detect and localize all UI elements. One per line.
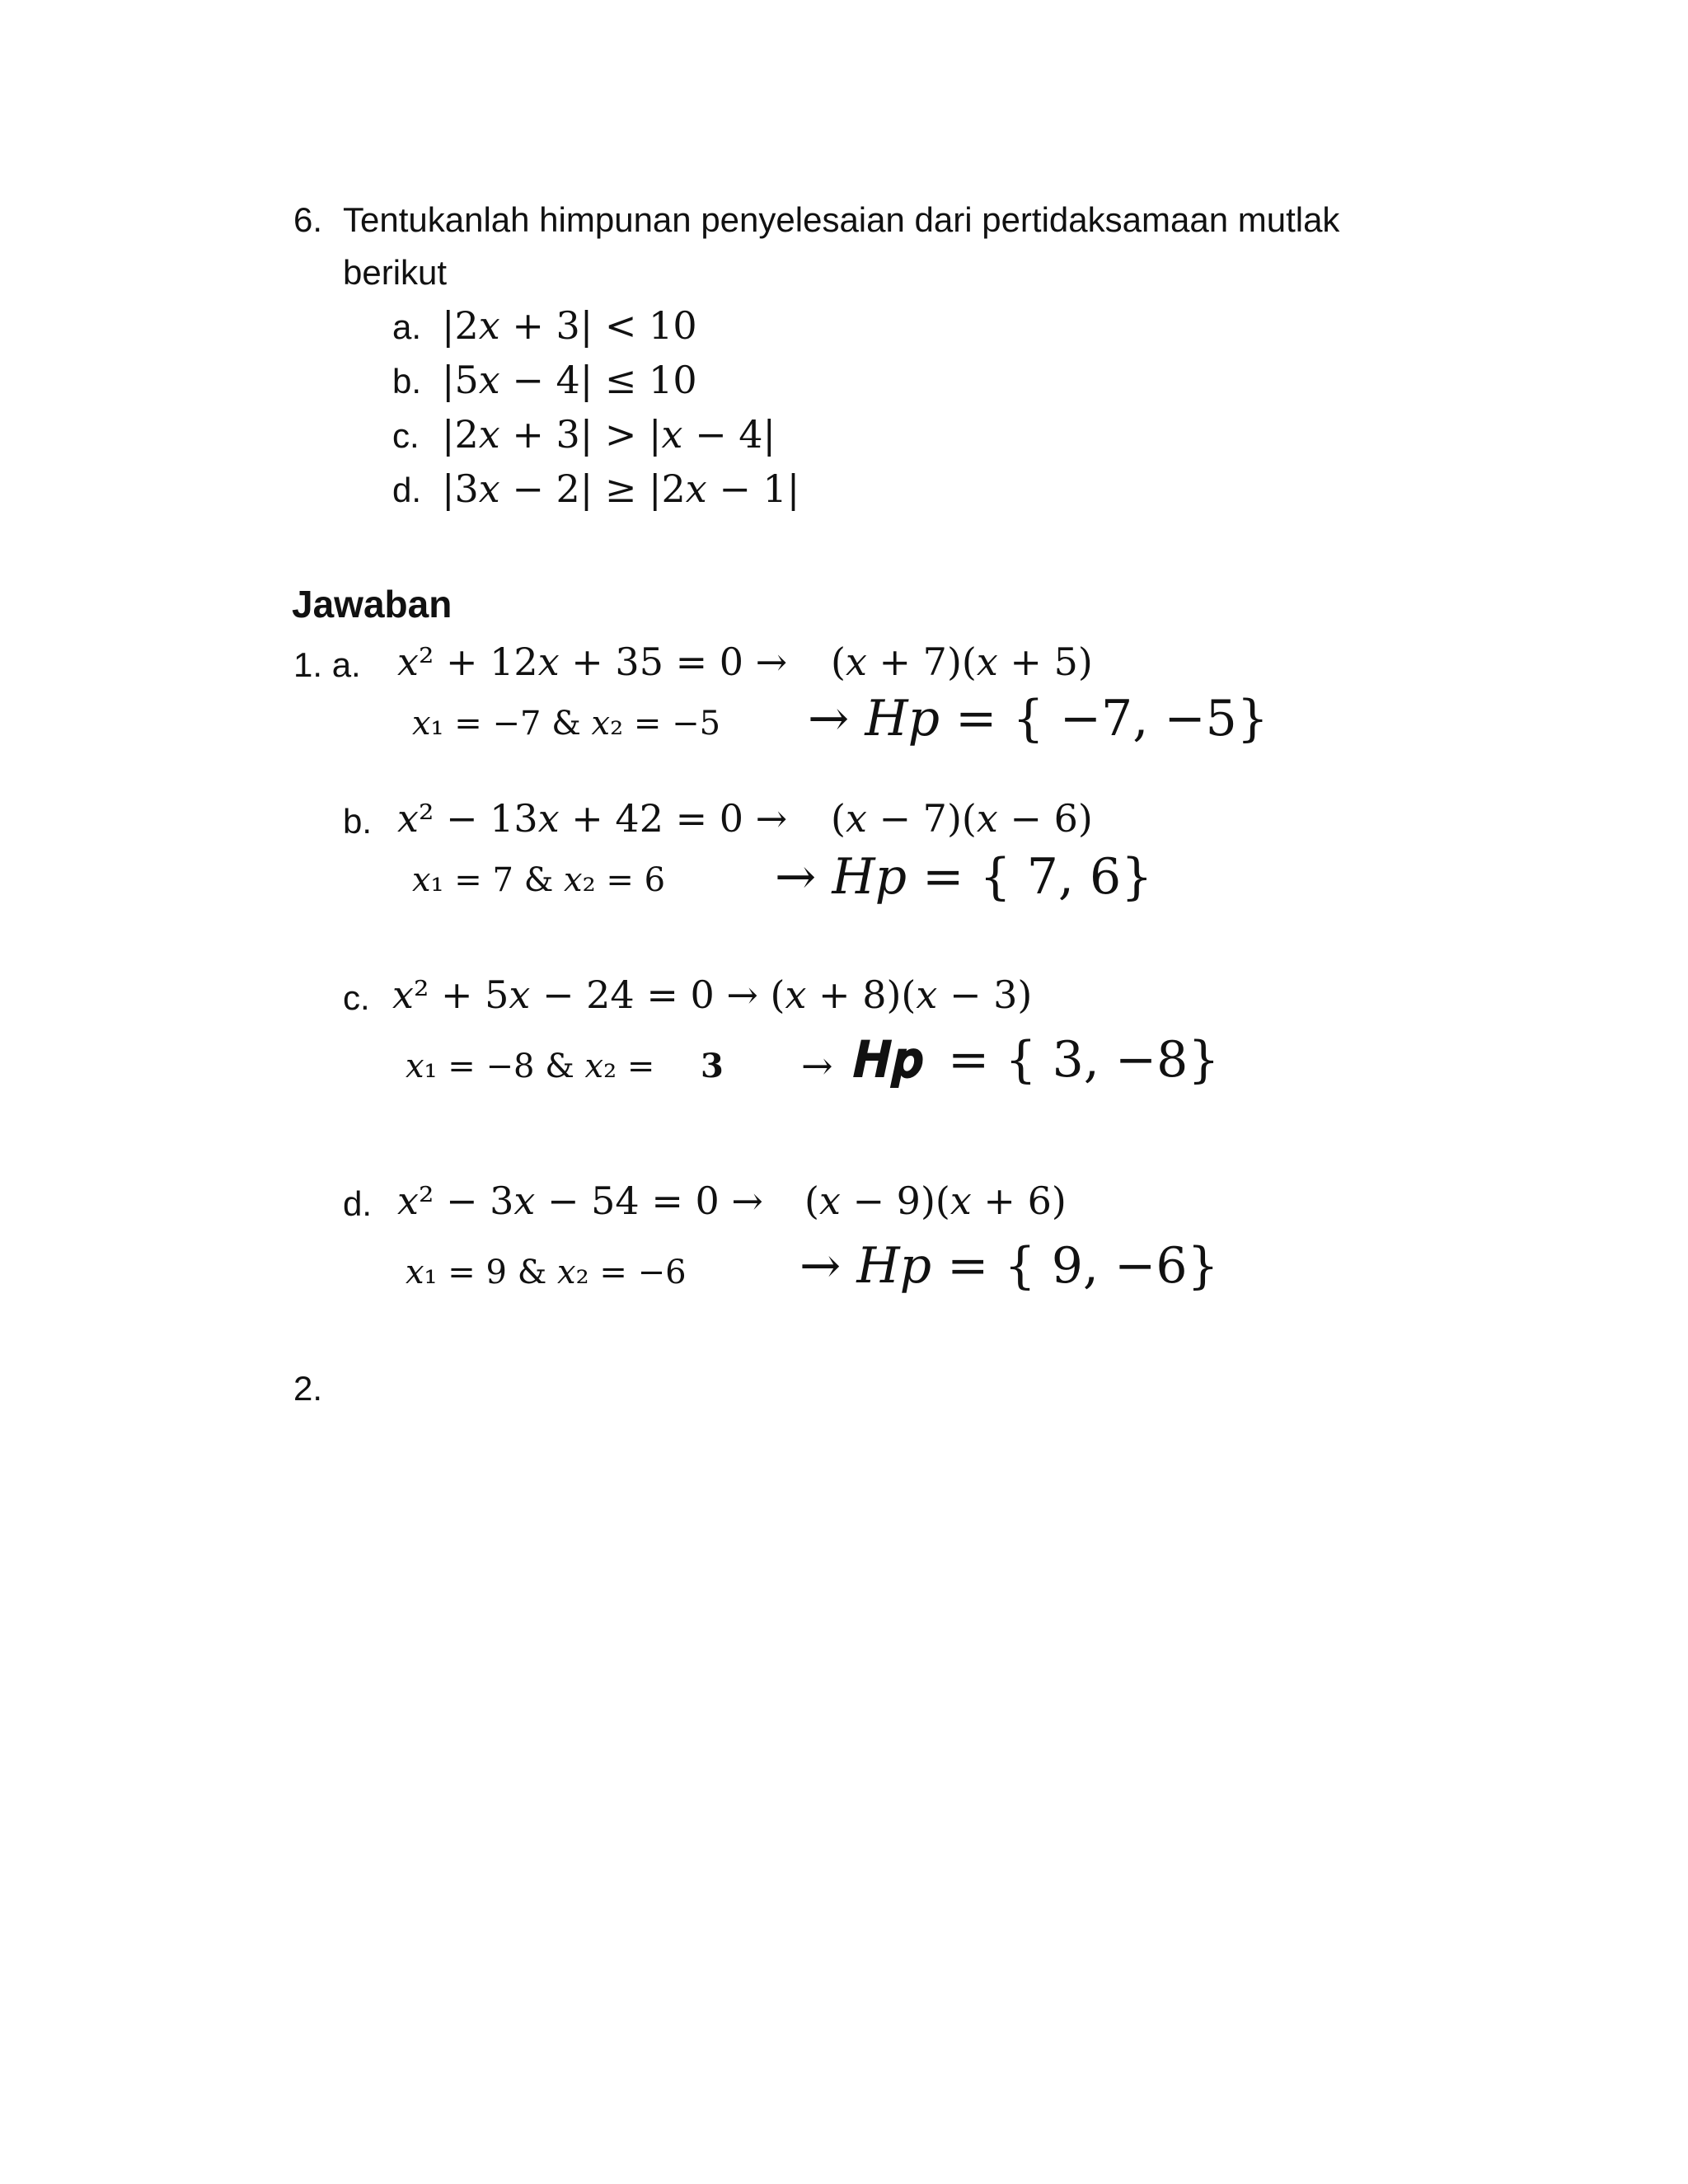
answer-a-hp: → 𝐻𝑝 = { −7, −5} (808, 690, 1268, 748)
question-text-line2: berikut (343, 253, 448, 292)
question-item-b-label: b. (392, 362, 422, 401)
answer-a-roots: 𝑥₁ = −7 & 𝑥₂ = −5 (412, 705, 721, 743)
answer-item2-prefix: 2. (293, 1369, 323, 1408)
question-item-a-expr: |2𝑥 + 3| < 10 (442, 303, 697, 348)
answer-d-label: d. (343, 1184, 373, 1223)
question-item-c-label: c. (392, 416, 420, 455)
answer-d-equation: 𝑥² − 3𝑥 − 54 = 0 → (397, 1179, 763, 1223)
answer-b-equation: 𝑥² − 13𝑥 + 42 = 0 → (397, 796, 788, 841)
answer-b-roots: 𝑥₁ = 7 & 𝑥₂ = 6 (412, 861, 666, 899)
question-text-line1: Tentukanlah himpunan penyelesaian dari pertidaksamaan mutlak (343, 200, 1340, 239)
answer-b-label: b. (343, 802, 373, 841)
answer-d-hp: → 𝐻𝑝 = { 9, −6} (799, 1237, 1219, 1295)
answer-c-roots-value: 3 (701, 1047, 724, 1085)
answer-item1-prefix: 1. a. (293, 645, 361, 684)
answer-d-factored: (𝑥 − 9)(𝑥 + 6) (804, 1179, 1067, 1223)
answer-c-label: c. (343, 978, 370, 1017)
question-item-d-expr: |3𝑥 − 2| ≥ |2𝑥 − 1| (442, 466, 800, 511)
answer-a-factored: (𝑥 + 7)(𝑥 + 5) (831, 640, 1093, 684)
answer-c-hp-arrow: → (801, 1043, 833, 1088)
question-item-c-expr: |2𝑥 + 3| > |𝑥 − 4| (442, 412, 776, 457)
answer-c-roots: 𝑥₁ = −8 & 𝑥₂ = (406, 1047, 655, 1085)
answer-b-factored: (𝑥 − 7)(𝑥 − 6) (831, 796, 1093, 841)
answer-heading: Jawaban (292, 583, 452, 626)
answer-c-equation: 𝑥² + 5𝑥 − 24 = 0 → (𝑥 + 8)(𝑥 − 3) (392, 972, 1033, 1017)
question-item-b-expr: |5𝑥 − 4| ≤ 10 (442, 358, 697, 402)
answer-a-equation: 𝑥² + 12𝑥 + 35 = 0 → (397, 640, 788, 684)
question-item-a-label: a. (392, 307, 422, 346)
question-item-d-label: d. (392, 471, 422, 509)
answer-c-hp-value: = { 3, −8} (948, 1031, 1220, 1089)
answer-b-hp: → 𝐻𝑝 = { 7, 6} (775, 848, 1153, 906)
answer-c-hp-label: 𝑯𝒑 (854, 1031, 922, 1089)
answer-d-roots: 𝑥₁ = 9 & 𝑥₂ = −6 (406, 1254, 687, 1291)
question-number: 6. (293, 200, 323, 239)
